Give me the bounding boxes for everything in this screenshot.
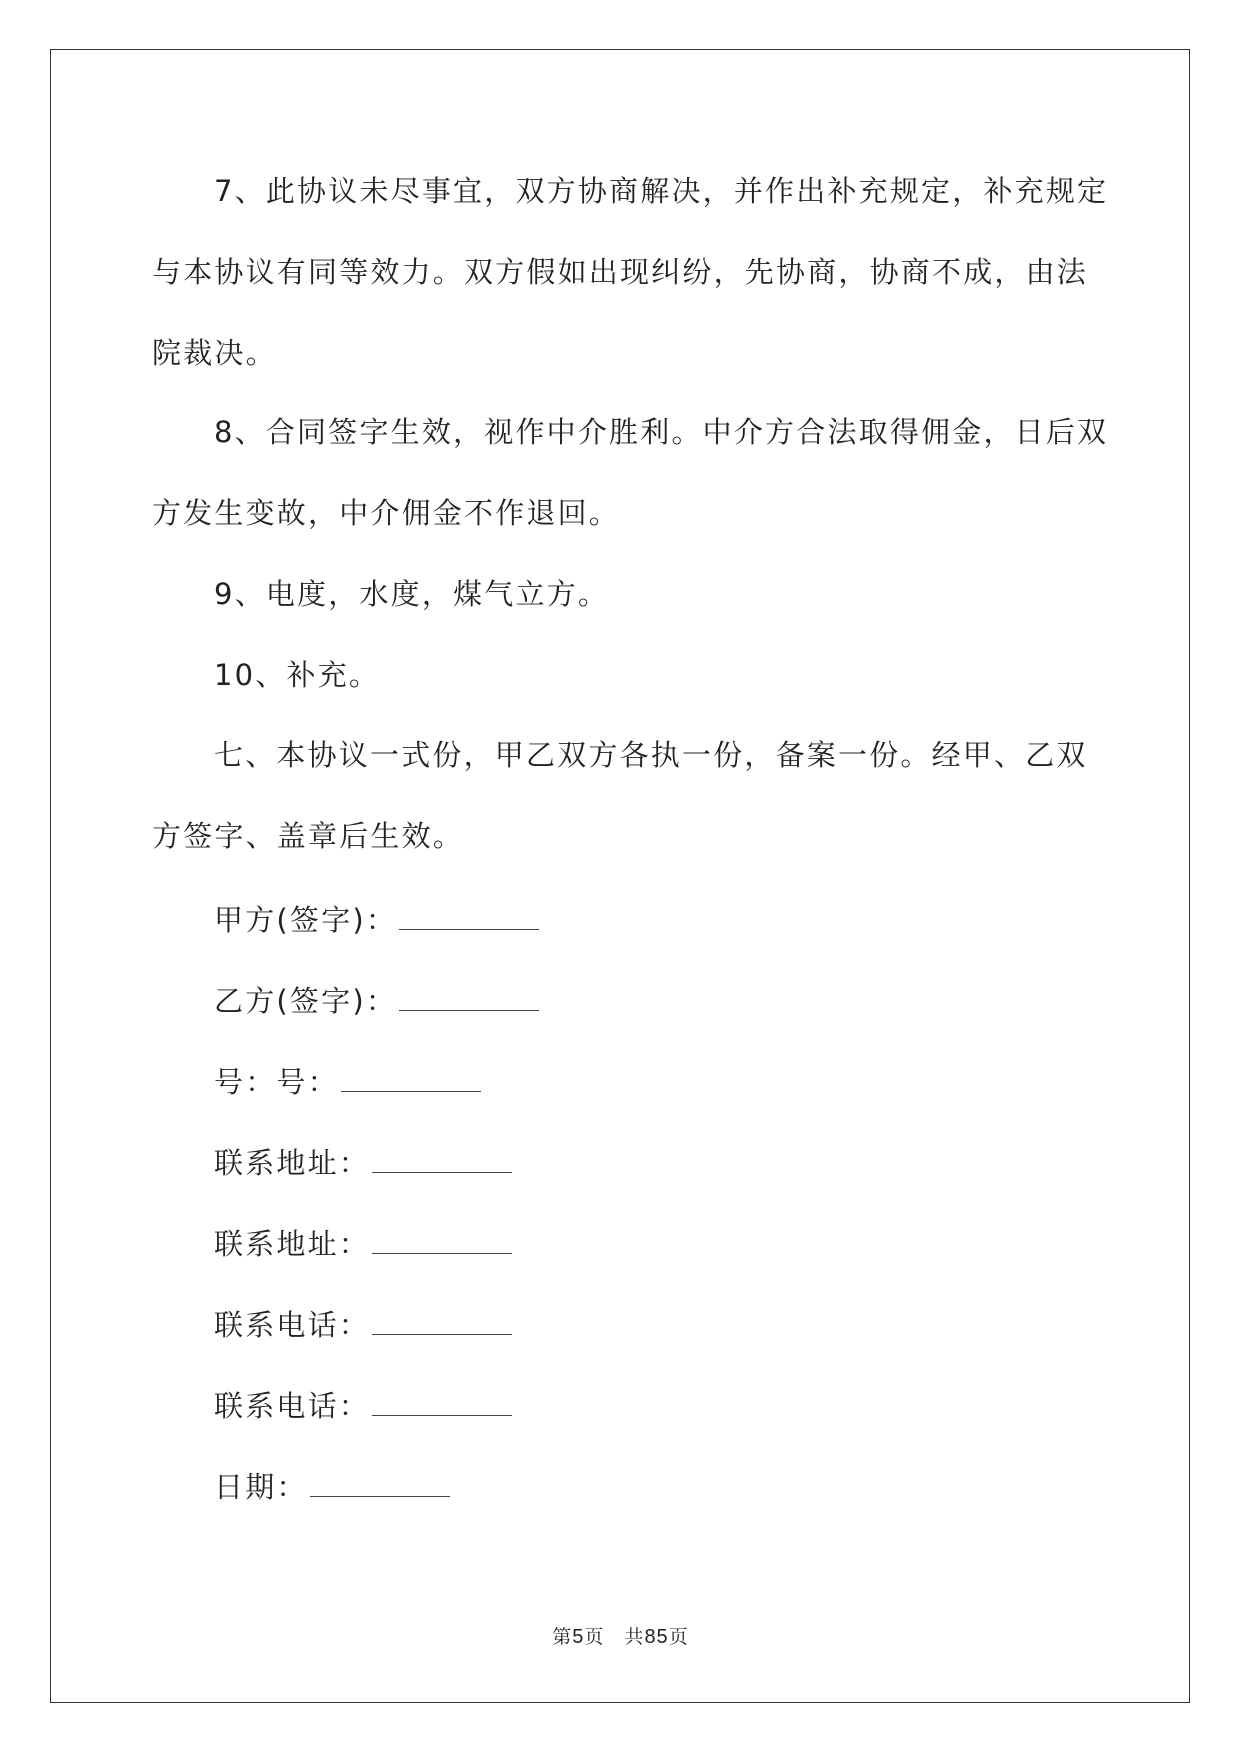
address-label-1: 联系地址： (214, 1146, 371, 1180)
address-field-2 (214, 1224, 512, 1264)
clause-seven-line-1: 七、本协议一式份，甲乙双方各执一份，备案一份。经甲、乙双 (214, 738, 1088, 772)
date-blank[interactable] (310, 1472, 450, 1497)
clause-8-line-2: 方发生变故，中介佣金不作退回。 (152, 496, 621, 530)
address-blank-1[interactable] (372, 1148, 512, 1173)
number-label: 号：号： (214, 1065, 339, 1099)
clause-9 (152, 554, 1092, 635)
phone-label-2: 联系电话： (214, 1389, 371, 1423)
phone-blank-2[interactable] (372, 1391, 512, 1416)
phone-field-1 (214, 1305, 512, 1345)
number-blank[interactable] (341, 1067, 481, 1092)
clause-7-line-2: 与本协议有同等效力。双方假如出现纠纷，先协商，协商不成，由法 (152, 255, 1089, 289)
footer-prefix: 第 (552, 1626, 573, 1648)
number-field (214, 1062, 481, 1102)
party-b-signature-blank[interactable] (399, 986, 539, 1011)
address-blank-2[interactable] (372, 1229, 512, 1254)
clause-9-line-1: 9、电度，水度，煤气立方。 (214, 577, 610, 611)
address-label-2: 联系地址： (214, 1227, 371, 1261)
clause-10-line-1: 10、补充。 (214, 658, 381, 692)
party-a-signature-blank[interactable] (399, 905, 539, 930)
page-footer (0, 1622, 1241, 1649)
phone-field-2 (214, 1386, 512, 1426)
phone-label-1: 联系电话： (214, 1308, 371, 1342)
date-field (214, 1467, 450, 1507)
date-label: 日期： (214, 1470, 308, 1504)
party-b-signature-field (214, 981, 539, 1021)
clause-7-line-3: 院裁决。 (152, 336, 277, 370)
clause-seven (152, 715, 1092, 877)
phone-blank-1[interactable] (372, 1310, 512, 1335)
clause-8 (152, 392, 1109, 554)
clause-7 (152, 151, 1109, 394)
address-field-1 (214, 1143, 512, 1183)
clause-7-line-1: 7、此协议未尽事宜，双方协商解决，并作出补充规定，补充规定 (214, 174, 1109, 208)
footer-mid: 页 共 (584, 1626, 645, 1648)
clause-seven-line-2: 方签字、盖章后生效。 (152, 819, 465, 853)
clause-8-line-1: 8、合同签字生效，视作中介胜利。中介方合法取得佣金，日后双 (214, 415, 1109, 449)
party-a-signature-label: 甲方(签字)： (214, 903, 398, 937)
current-page-number: 5 (572, 1626, 585, 1648)
clause-10 (152, 635, 1092, 716)
party-a-signature-field (214, 900, 539, 940)
footer-suffix: 页 (668, 1626, 689, 1648)
party-b-signature-label: 乙方(签字)： (214, 984, 398, 1018)
total-page-number: 85 (644, 1626, 669, 1648)
